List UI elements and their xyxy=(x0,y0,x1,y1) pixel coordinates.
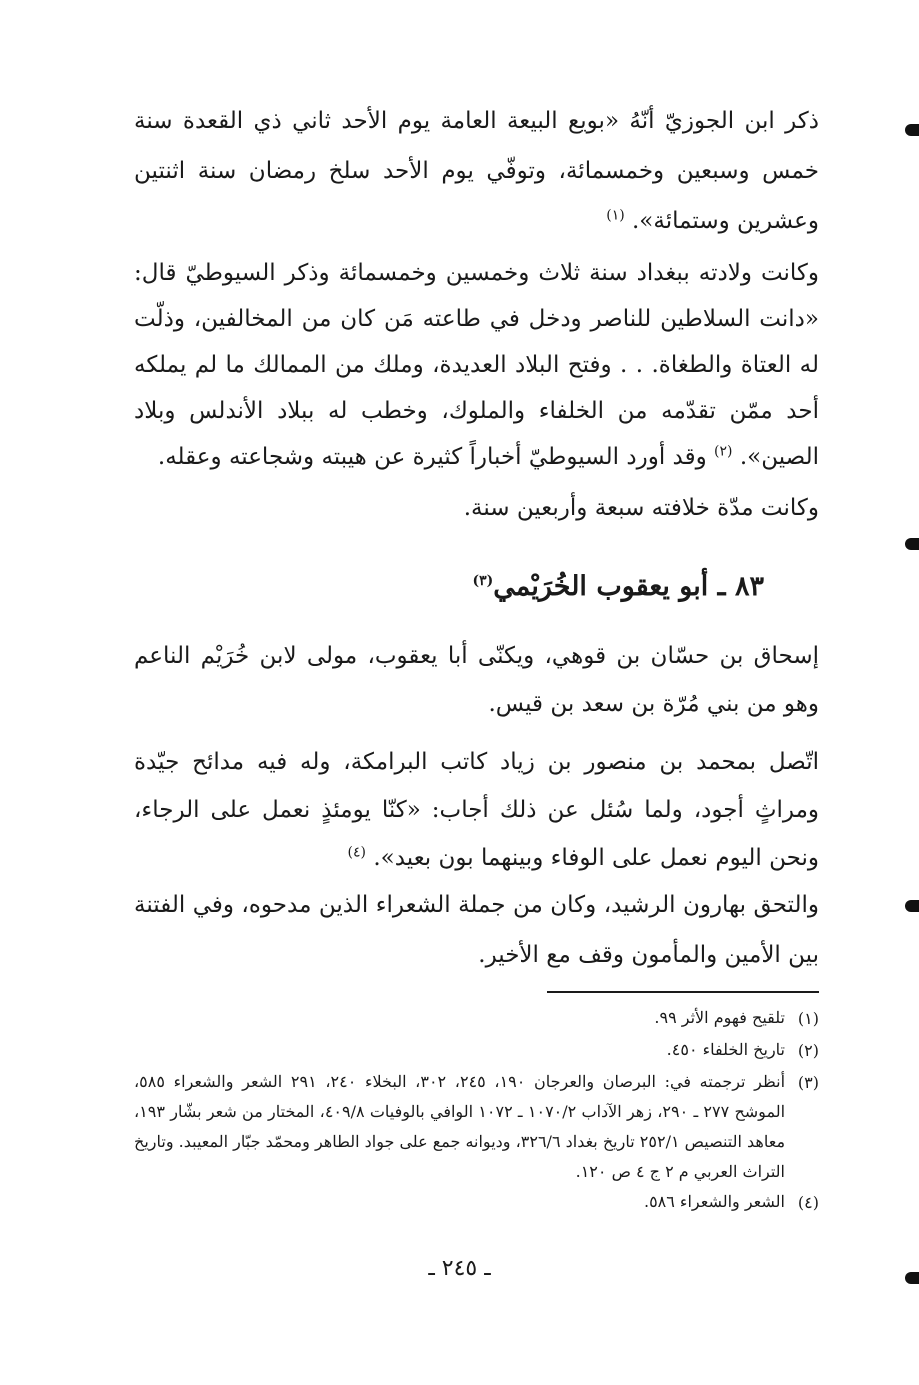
footnotes xyxy=(134,1003,819,1219)
footnote-number: (٢) xyxy=(797,1041,819,1060)
paragraph-4 xyxy=(134,632,819,728)
footnote-text: تاريخ الخلفاء ٤٥٠. xyxy=(666,1040,785,1059)
scan-edge-mark xyxy=(905,538,919,550)
paragraph-2 xyxy=(134,250,819,480)
footnote-ref-2: (٢) xyxy=(714,443,733,460)
footnote-number: (٤) xyxy=(797,1193,819,1212)
paragraph-1-text: ذكر ابن الجوزيّ أنّهُ «بويع البيعة العامة يوم الأحد ثاني ذي القعدة سنة خمس وسبعين وخمسمائة، وتوفّي يوم الأحد سلخ رمضان سنة اثنتين وعشرين وستمائة». xyxy=(134,108,819,234)
paragraph-6 xyxy=(134,880,819,980)
footnote-number: (٣) xyxy=(797,1073,819,1092)
paragraph-5-text: اتّصل بمحمد بن منصور بن زياد كاتب البرامكة، وله فيه مدائح جيّدة ومراثٍ أجود، ولما سُئل عن ذلك أجاب: «كنّا يومئذٍ نعمل على الرجاء، ونحن اليوم نعمل على الوفاء وبينهما بون بعيد». xyxy=(134,749,819,871)
paragraph-4-text: إسحاق بن حسّان بن قوهي، ويكنّى أبا يعقوب، مولى لابن خُرَيْم الناعم وهو من بني مُرّة بن سعد بن قيس. xyxy=(134,643,819,717)
paragraph-3-text: وكانت مدّة خلافته سبعة وأربعين سنة. xyxy=(463,495,819,521)
paragraph-1 xyxy=(134,96,819,246)
paragraph-6-text: والتحق بهارون الرشيد، وكان من جملة الشعراء الذين مدحوه، وفي الفتنة بين الأمين والمأمون وقف مع الأخير. xyxy=(134,892,819,968)
scan-edge-mark xyxy=(905,900,919,912)
footnote-ref-3: (٣) xyxy=(472,573,494,589)
footnote-ref-1: (١) xyxy=(606,207,625,224)
footnote-text: تلقيح فهوم الأثر ٩٩. xyxy=(654,1008,785,1027)
footnote-2 xyxy=(134,1035,819,1067)
scan-edge-mark xyxy=(905,124,919,136)
section-heading xyxy=(472,564,764,610)
scan-edge-mark xyxy=(905,1272,919,1284)
footnote-text: الشعر والشعراء ٥٨٦. xyxy=(643,1192,785,1211)
footnote-ref-4: (٤) xyxy=(347,844,366,861)
section-heading-text: ٨٣ ـ أبو يعقوب الخُرَيْمي xyxy=(493,571,764,602)
paragraph-3 xyxy=(134,488,819,528)
paragraph-2-tail: وقد أورد السيوطيّ أخباراً كثيرة عن هيبته وشجاعته وعقله. xyxy=(157,444,707,470)
footnote-divider xyxy=(547,991,819,993)
footnote-1 xyxy=(134,1003,819,1035)
footnote-3 xyxy=(134,1067,819,1187)
paragraph-5 xyxy=(134,738,819,882)
footnote-text: أنظر ترجمته في: البرصان والعرجان ١٩٠، ٢٤٥، ٣٠٢، البخلاء ٢٤٠، ٢٩١ الشعر والشعراء ٥٨٥، الموشح ٢٧٧ ـ ٢٩٠، زهر الآداب ١٠٧٠/٢ ـ ١٠٧٢ الوافي بالوفيات ٤٠٩/٨، المختار من شعر بشّار ١٩٣، معاهد التنصيص ٢٥٢/١ تاريخ بغداد ٣٢٦/٦، وديوانه جمع على جواد الطاهر ومحمّد جبّار المعيبد. وتاريخ التراث العربي م ٢ ج ٤ ص ١٢٠. xyxy=(134,1072,786,1181)
footnote-4 xyxy=(134,1187,819,1219)
page-number: ـ ٢٤٥ ـ xyxy=(428,1256,491,1281)
paragraph-2-quote: وكانت ولادته ببغداد سنة ثلاث وخمسين وخمسمائة وذكر السيوطيّ قال: «دانت السلاطين للناصر ودخل في طاعته مَن كان من المخالفين، وذلّت له العتاة والطغاة. . . وفتح البلاد العديدة، وملك من الممالك ما لم يملكه أحد ممّن تقدّمه من الخلفاء والملوك، وخطب له ببلاد الأندلس وبلاد الصين». xyxy=(134,260,819,470)
footnote-number: (١) xyxy=(797,1009,819,1028)
